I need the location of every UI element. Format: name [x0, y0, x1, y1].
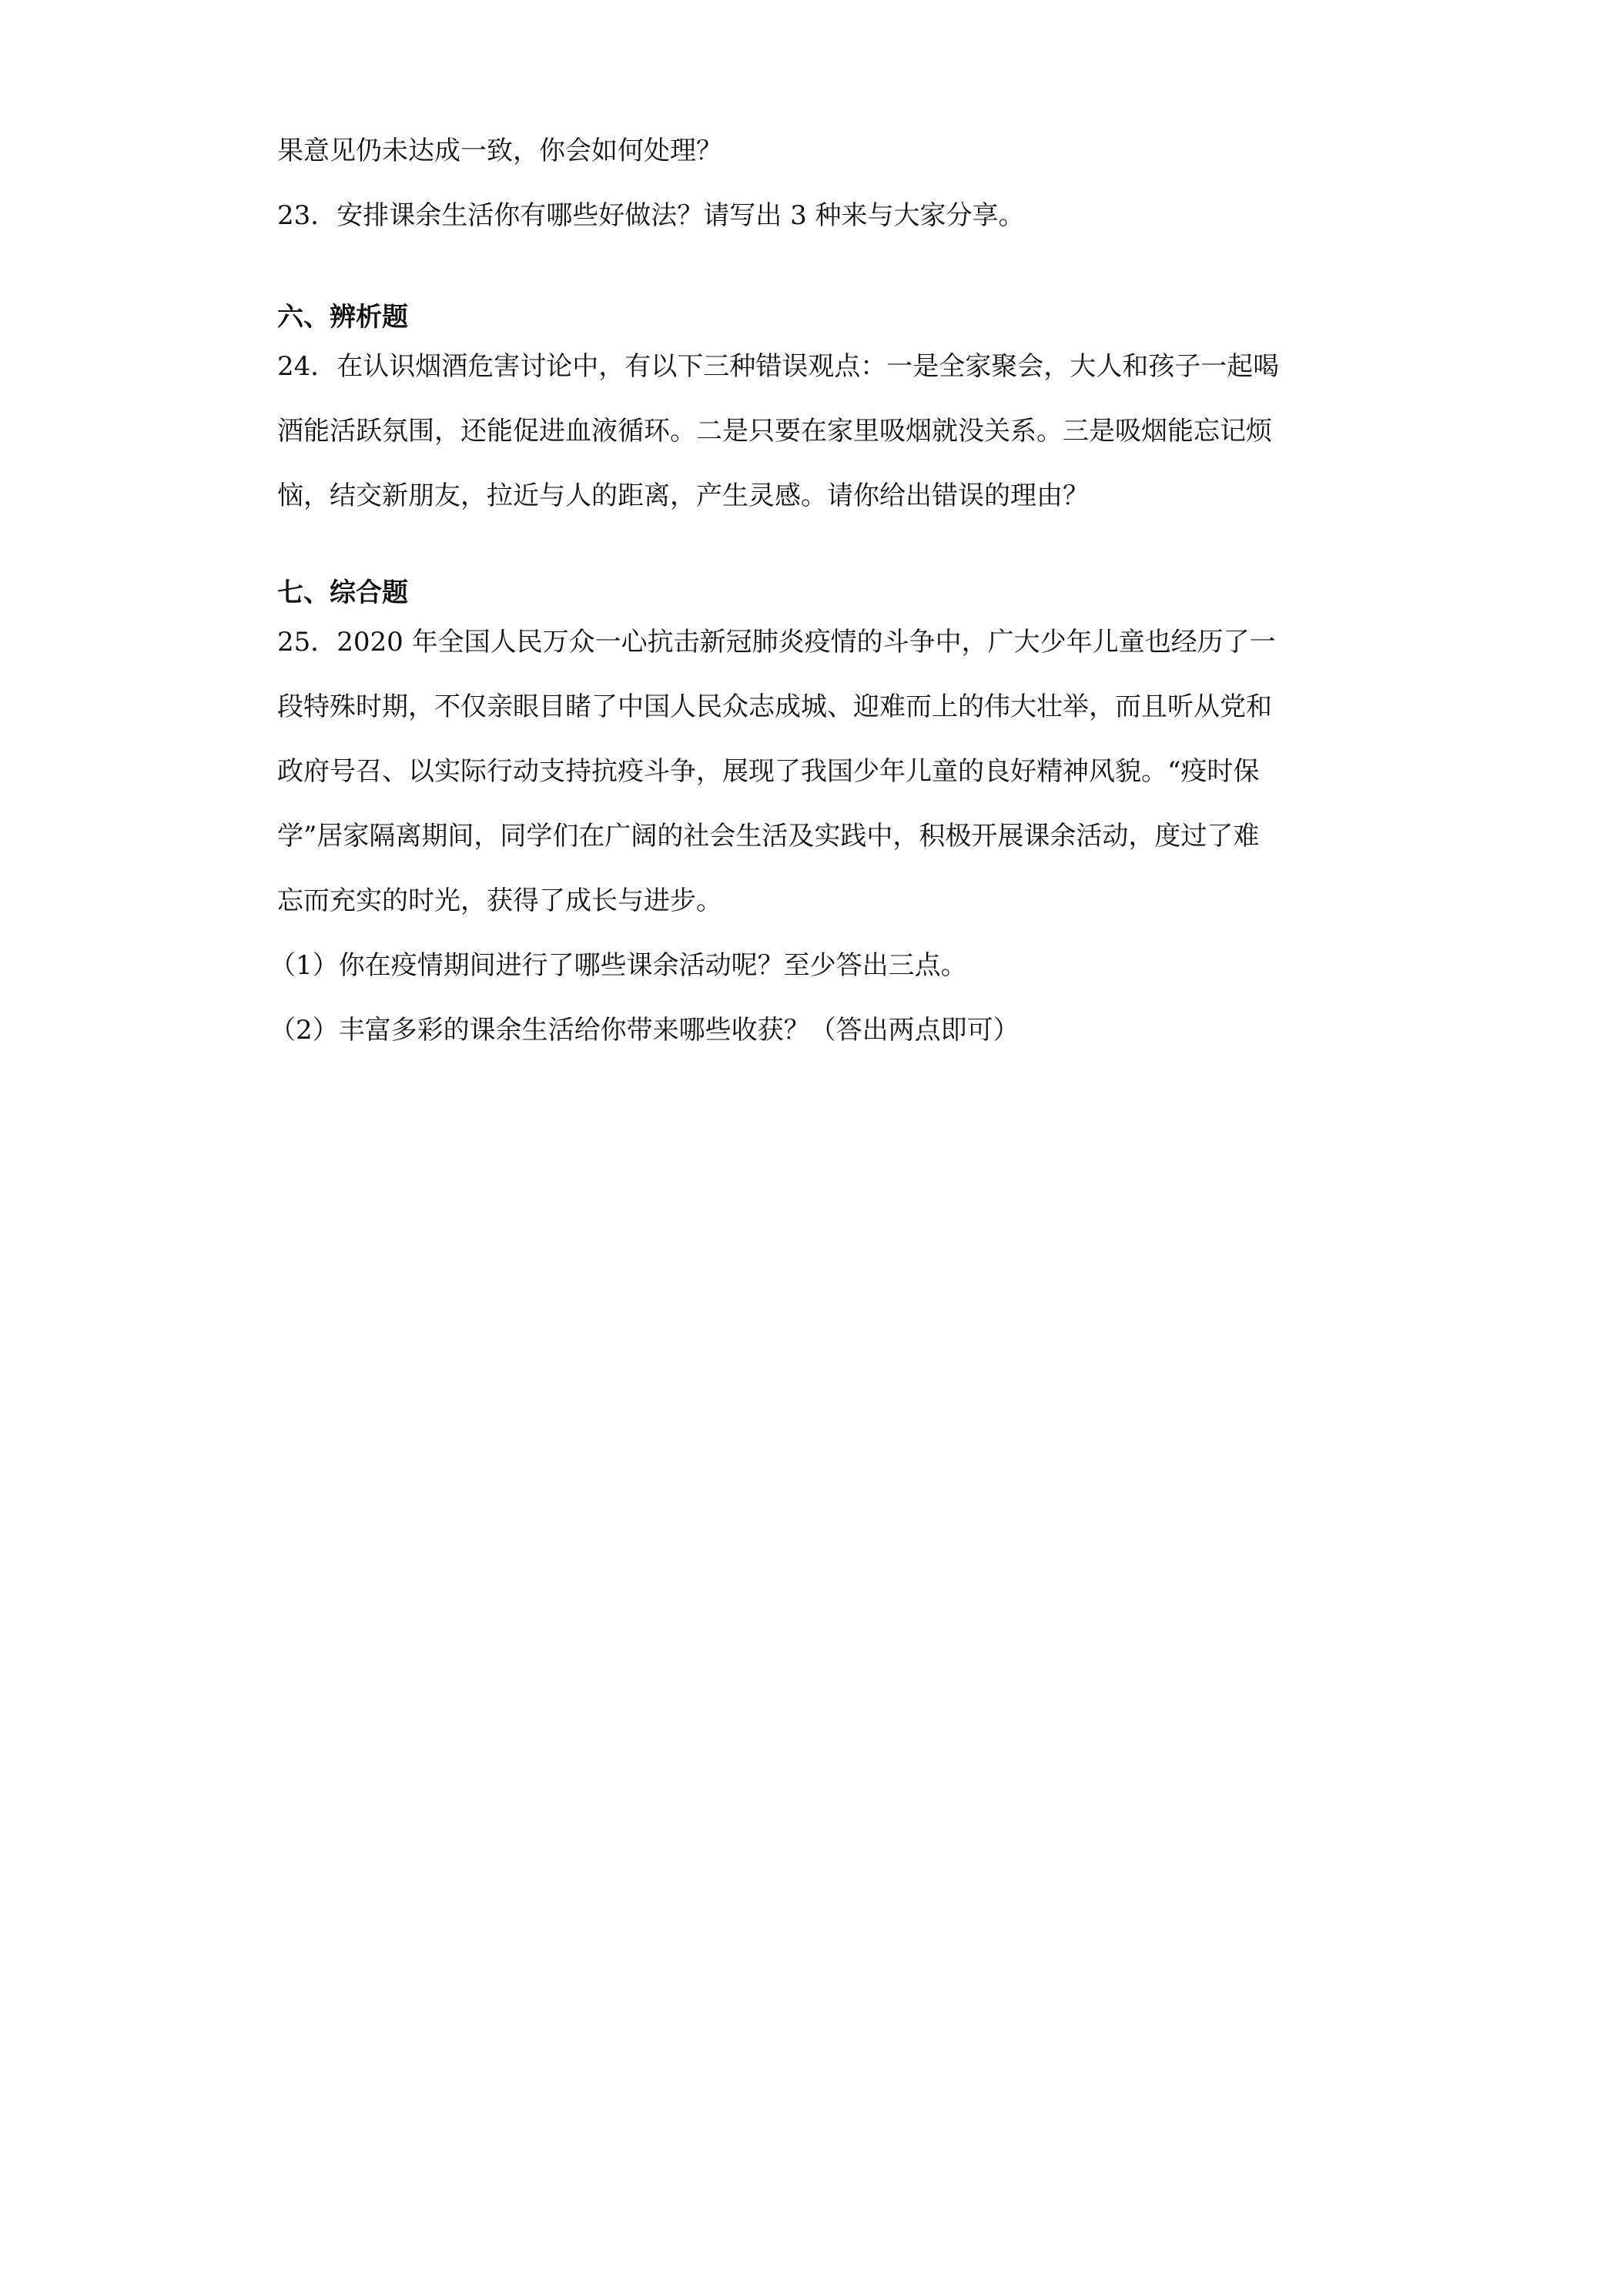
- text-line: 段特殊时期，不仅亲眼目睹了中国人民众志成城、迎难而上的伟大壮举，而且听从党和: [277, 691, 1272, 722]
- question-25: [270, 624, 1371, 1049]
- text-line: 24．在认识烟酒危害讨论中，有以下三种错误观点：一是全家聚会，大人和孩子一起喝: [277, 351, 1280, 382]
- text-line: 25．2020 年全国人民万众一心抗击新冠肺炎疫情的斗争中，广大少年儿童也经历了一: [277, 627, 1276, 658]
- question-23: [277, 197, 1371, 234]
- section-heading: 七、综合题: [277, 577, 408, 608]
- text-line: 恼，结交新朋友，拉近与人的距离，产生灵感。请你给出错误的理由？: [277, 480, 1089, 511]
- text-line: 果意见仍未达成一致，你会如何处理？: [277, 136, 722, 166]
- section-7-heading: [277, 574, 1371, 611]
- text-line: 酒能活跃氛围，还能促进血液循环。二是只要在家里吸烟就没关系。三是吸烟能忘记烦: [277, 416, 1272, 447]
- text-line: 政府号召、以实际行动支持抗疫斗争，展现了我国少年儿童的良好精神风貌。“疫时保: [277, 756, 1260, 787]
- question-22-continuation: [277, 132, 1371, 169]
- sub-question-2: （2）丰富多彩的课余生活给你带来哪些收获？（答出两点即可）: [270, 1015, 1020, 1046]
- section-6-heading: [277, 299, 1371, 336]
- text-line: 23．安排课余生活你有哪些好做法？请写出 3 种来与大家分享。: [277, 200, 1025, 231]
- question-24: [277, 348, 1371, 514]
- text-line: 忘而充实的时光，获得了成长与进步。: [277, 885, 722, 916]
- sub-question-1: （1）你在疫情期间进行了哪些课余活动呢？至少答出三点。: [270, 950, 967, 981]
- text-line: 学”居家隔离期间，同学们在广阔的社会生活及实践中，积极开展课余活动，度过了难: [277, 821, 1260, 852]
- section-heading: 六、辨析题: [277, 302, 408, 333]
